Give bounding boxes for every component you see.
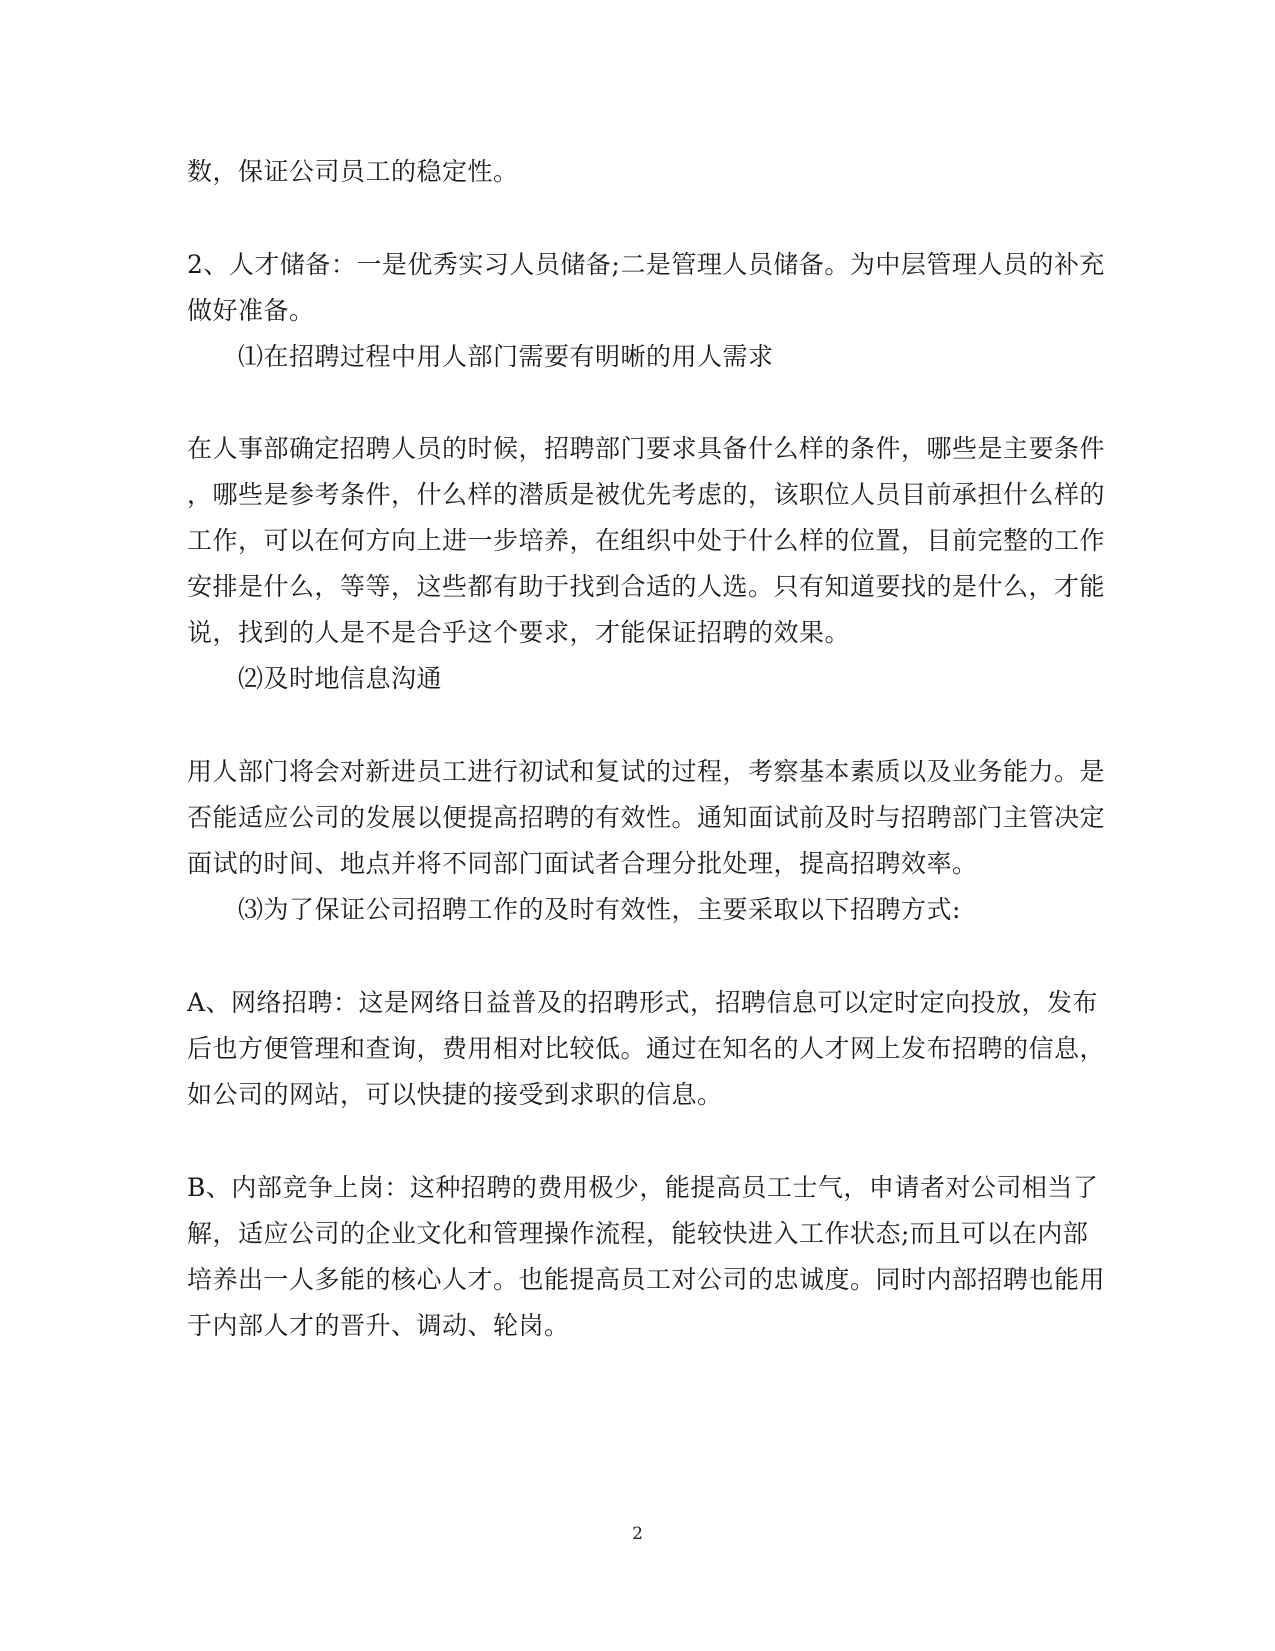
text-line: 解，适应公司的企业文化和管理操作流程，能较快进入工作状态;而且可以在内部 bbox=[187, 1219, 1089, 1248]
text-line: 面试的时间、地点并将不同部门面试者合理分批处理，提高招聘效率。 bbox=[187, 849, 978, 878]
text-line: 如公司的网站，可以快捷的接受到求职的信息。 bbox=[187, 1080, 723, 1109]
subheading-3: ⑶为了保证公司招聘工作的及时有效性，主要采取以下招聘方式: bbox=[238, 895, 961, 924]
text-line: 2、人才储备：一是优秀实习人员储备;二是管理人员储备。为中层管理人员的补充 bbox=[187, 250, 1105, 279]
text-line: 工作，可以在何方向上进一步培养，在组织中处于什么样的位置，目前完整的工作 bbox=[187, 526, 1106, 555]
page-number: 2 bbox=[632, 1524, 643, 1544]
text-line: B、内部竞争上岗：这种招聘的费用极少，能提高员工士气，申请者对公司相当了 bbox=[187, 1173, 1099, 1202]
text-line: 用人部门将会对新进员工进行初试和复试的过程，考察基本素质以及业务能力。是 bbox=[187, 757, 1106, 786]
text-line: 于内部人才的晋升、调动、轮岗。 bbox=[187, 1311, 570, 1340]
text-line: 说，找到的人是不是合乎这个要求，才能保证招聘的效果。 bbox=[187, 618, 851, 647]
text-line: 否能适应公司的发展以便提高招聘的有效性。通知面试前及时与招聘部门主管决定 bbox=[187, 803, 1106, 832]
text-line: 后也方便管理和查询，费用相对比较低。通过在知名的人才网上发布招聘的信息， bbox=[187, 1034, 1106, 1063]
subheading-1: ⑴在招聘过程中用人部门需要有明晰的用人需求 bbox=[238, 342, 774, 371]
text-line: A、网络招聘：这是网络日益普及的招聘形式，招聘信息可以定时定向投放，发布 bbox=[187, 988, 1099, 1017]
text-line: ，哪些是参考条件，什么样的潜质是被优先考虑的，该职位人员目前承担什么样的 bbox=[187, 480, 1106, 509]
text-line: 在人事部确定招聘人员的时候，招聘部门要求具备什么样的条件，哪些是主要条件 bbox=[187, 434, 1106, 463]
text-line: 培养出一人多能的核心人才。也能提高员工对公司的忠诚度。同时内部招聘也能用 bbox=[187, 1265, 1106, 1294]
text-line: 安排是什么，等等，这些都有助于找到合适的人选。只有知道要找的是什么，才能 bbox=[187, 572, 1106, 601]
text-line: 数，保证公司员工的稳定性。 bbox=[187, 157, 519, 186]
subheading-2: ⑵及时地信息沟通 bbox=[238, 664, 443, 693]
text-line: 做好准备。 bbox=[187, 296, 315, 325]
